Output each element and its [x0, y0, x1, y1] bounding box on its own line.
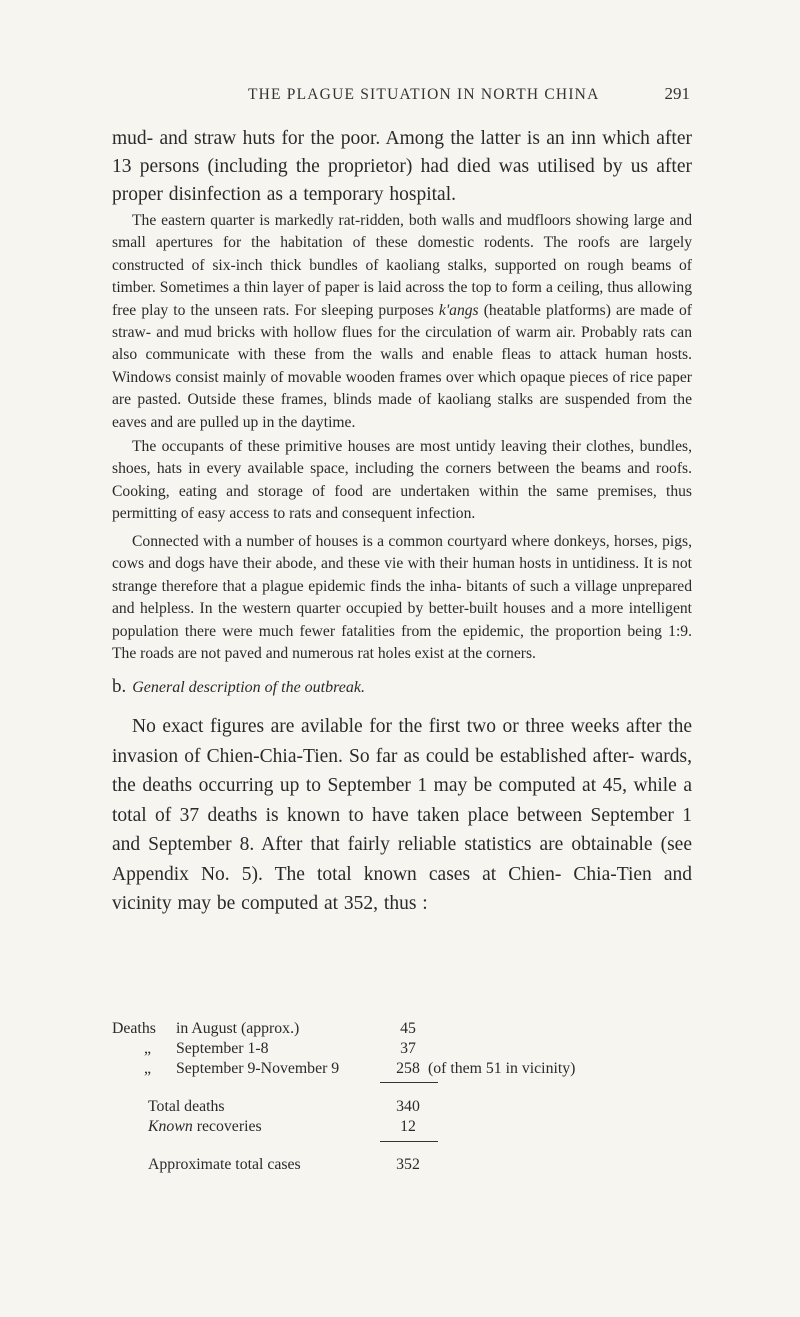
- total-deaths-value: 340: [396, 1098, 420, 1115]
- tally-row-note: (of them 51 in vicinity): [428, 1060, 576, 1077]
- sum-rule: [380, 1141, 438, 1142]
- tally-row-value: 258: [396, 1060, 420, 1077]
- intro-paragraph: mud- and straw huts for the poor. Among the latter is an inn which after 13 persons (including the proprietor) had died was utilised by us after proper disinfection as a temporary hospital.: [112, 128, 692, 205]
- recoveries-label: [148, 1118, 262, 1136]
- paragraph-text-continued: (heatable platforms) are made of straw- and mud bricks with hollow flues for the circulation of warm air. Probably rats can also communicate with these from the walls and enable fleas to attack human hosts. Windows consist mainly of movable wooden frames over which opaque pieces of rice paper are pasted. Outside these frames, blinds made of kaoliang stalks are suspended from the eaves and are pulled up in the daytime.: [112, 301, 692, 431]
- page-number: 291: [664, 84, 690, 103]
- section-letter: b.: [112, 676, 127, 697]
- approx-total-label: Approximate total cases: [148, 1156, 301, 1173]
- tally-row-label: September 9-November 9: [176, 1060, 340, 1077]
- recoveries-label-rest: recoveries: [192, 1118, 262, 1135]
- paragraph-occupants: The occupants of these primitive houses are most untidy leaving their clothes, bundles, shoes, hats in every available space, including the corners between the beams and roofs. Cooking, eating and storage of food are undertaken within the same premises, thus permitting of easy access to rats and consequent infection.: [112, 438, 692, 523]
- ditto-mark: „: [144, 1060, 152, 1077]
- recoveries-value: 12: [400, 1118, 416, 1135]
- outbreak-paragraph: No exact figures are avilable for the first two or three weeks after the invasion of Chien-Chia-Tien. So far as could be established after- wards, the deaths occurring up to September 1 may be computed at 45, while a total of 37 deaths is known to have taken place between September 1 and September 8. After that fairly reliable statistics are obtainable (see Appendix No. 5). The total known cases at Chien- Chia-Tien and vicinity may be computed at 352, thus :: [112, 716, 692, 914]
- total-deaths-label: Total deaths: [148, 1098, 225, 1115]
- recoveries-label-emphasis: Known: [148, 1118, 193, 1135]
- tally-row-value: 37: [400, 1040, 416, 1057]
- paragraph-text: The eastern quarter is markedly rat-ridden, both walls and mudfloors showing large and small apertures for the habitation of these domestic rodents. The roofs are largely constructed of six-inch thick bundles of kaoliang stalks, supported on rough beams of timber. Sometimes a thin layer of paper is laid across the top to form a ceiling, thus allowing free play to the unseen rats. For sleeping purposes: [112, 212, 692, 319]
- ditto-mark: „: [144, 1040, 152, 1057]
- deaths-label: Deaths: [112, 1020, 156, 1037]
- paragraph-courtyard: Connected with a number of houses is a common courtyard where donkeys, horses, pigs, cows and dogs have their abode, and these vie with their human hosts in untidiness. It is not strange therefore that a plague epidemic finds the inha- bitants of such a village unprepared and helpless. In the western quarter occupied by better-built houses and a more intelligent population there were much fewer fatalities from the epidemic, the proportion being 1:9. The roads are not paved and numerous rat holes exist at the corners.: [112, 533, 692, 663]
- tally-row-label: in August (approx.): [176, 1020, 300, 1037]
- term-kangs: k'angs: [438, 301, 479, 319]
- tally-row-label: September 1-8: [176, 1040, 269, 1057]
- sum-rule: [380, 1082, 438, 1083]
- tally-row-value: 45: [400, 1020, 416, 1037]
- approx-total-value: 352: [396, 1156, 420, 1173]
- section-title: General description of the outbreak.: [132, 679, 365, 696]
- running-head: THE PLAGUE SITUATION IN NORTH CHINA: [248, 86, 600, 103]
